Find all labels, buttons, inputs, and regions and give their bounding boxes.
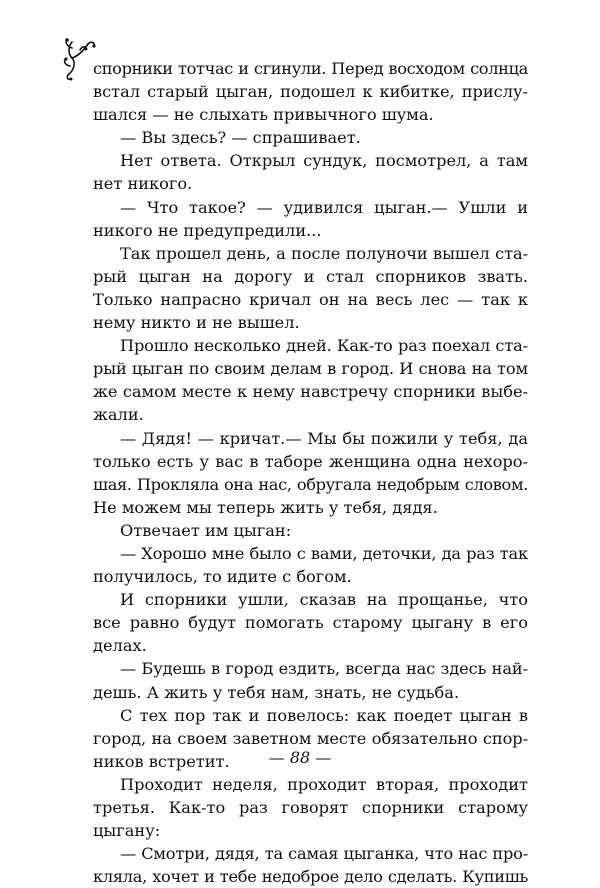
text-line: — Дядя! — кричат.— Мы бы пожили у тебя, да xyxy=(120,428,528,448)
text-line: дешь. А жить у тебя нам, знать, не судьба. xyxy=(93,682,460,702)
text-line: никого не предупредили... xyxy=(93,220,322,240)
text-line: — Хорошо мне было с вами, деточки, да раз так xyxy=(120,543,528,563)
text-line: город, на своем заветном месте обязательно спор- xyxy=(93,728,528,748)
text-line: рый цыган на дорогу и стал спорников звать. xyxy=(93,266,528,286)
text-line: нему никто и не вышел. xyxy=(93,313,300,333)
text-line: ников встретит. xyxy=(93,751,230,771)
text-line: — Будешь в город ездить, всегда нас здесь най- xyxy=(120,659,528,679)
text-line: — Смотри, дядя, та самая цыганка, что нас про- xyxy=(120,844,528,864)
text-line: Не можем мы теперь жить у тебя, дядя. xyxy=(93,497,438,517)
text-line: шался — не слыхать привычного шума. xyxy=(93,105,434,125)
text-line: третья. Как-то раз говорят спорники старому xyxy=(93,798,528,817)
text-line: С тех пор так и повелось: как поедет цыган в xyxy=(120,705,528,725)
text-line: цыгану: xyxy=(93,821,161,841)
text-line: делах. xyxy=(93,636,147,656)
text-line: Прошло несколько дней. Как-то раз поехал ста- xyxy=(120,336,528,356)
text-line: Нет ответа. Открыл сундук, посмотрел, а там xyxy=(120,151,528,171)
text-line: все равно будут помогать старому цыгану в его xyxy=(93,613,528,633)
text-line: Отвечает им цыган: xyxy=(120,520,292,540)
text-line: Проходит неделя, проходит вторая, проходит xyxy=(120,774,528,794)
text-line: только есть у вас в таборе женщина одна нехоро- xyxy=(93,451,528,471)
text-line: — Вы здесь? — спрашивает. xyxy=(120,128,361,148)
text-line: получилось, то идите с богом. xyxy=(93,567,352,587)
floral-ornament-icon xyxy=(58,36,98,82)
text-line: кляла, хочет и тебе недоброе дело сделать. Купишь xyxy=(93,867,528,887)
page-number: — 88 — xyxy=(268,748,332,767)
text-line: встал старый цыган, подошел к кибитке, прислу- xyxy=(93,82,528,102)
text-line: шая. Прокляла она нас, обругала недобрым словом. xyxy=(93,474,528,494)
text-line: Так прошел день, а после полуночи вышел ста- xyxy=(120,243,528,263)
text-line: Только напрасно кричал он на весь лес — так к xyxy=(93,289,528,309)
text-line: же самом месте к нему навстречу спорники выбе- xyxy=(93,382,528,402)
text-line: жали. xyxy=(93,405,144,425)
text-line: нет никого. xyxy=(93,174,193,194)
text-line: спорники тотчас и сгинули. Перед восходом солнца xyxy=(93,59,528,78)
text-line: рый цыган по своим делам в город. И снова на том xyxy=(93,359,528,379)
text-line: — Что такое? — удивился цыган.— Ушли и xyxy=(120,197,528,217)
text-line: И спорники ушли, сказав на прощанье, что xyxy=(120,590,528,610)
